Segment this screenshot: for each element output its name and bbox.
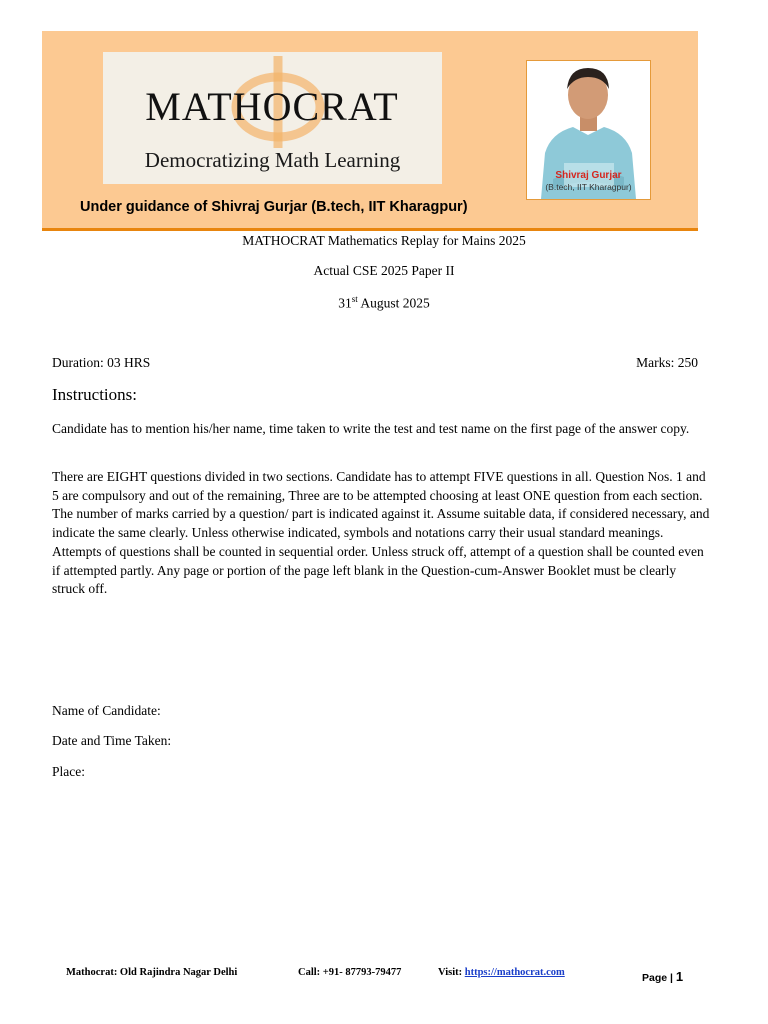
logo: [103, 52, 442, 184]
paper-name: Actual CSE 2025 Paper II: [313, 263, 455, 278]
footer-visit-label: Visit:: [438, 967, 465, 978]
banner-divider: [42, 228, 698, 231]
footer-website: [438, 967, 565, 978]
marks: Marks: 250: [636, 355, 698, 370]
date-rest: August 2025: [357, 295, 430, 311]
candidate-name-field: Name of Candidate:: [52, 703, 161, 718]
duration: Duration: 03 HRS: [52, 355, 151, 370]
place-field: Place:: [52, 764, 85, 779]
footer-address: Mathocrat: Old Rajindra Nagar Delhi: [66, 967, 238, 978]
document-title: MATHOCRAT Mathematics Replay for Mains 2025: [242, 233, 526, 248]
footer-phone: Call: +91- 87793-79477: [298, 967, 402, 978]
exam-date: [0, 294, 768, 312]
logo-wordmark: MATHOCRAT: [145, 84, 399, 129]
page-label: Page |: [642, 972, 676, 984]
instructions-paragraph-2: There are EIGHT questions divided in two sections. Candidate has to attempt FIVE questions in all. Question Nos. 1 and 5 are compulsory and out of the remaining, Three are to be attempted choosing at least ONE question from each section. The number of marks carried by a question/ part is indicated against it. Assume suitable data, if considered necessary, and indicate the same clearly. Unless otherwise indicated, symbols and notations carry their usual standard meanings. Attempts of questions shall be counted in sequential order. Unless struck off, attempt of a question shall be counted even if attempted partly. Any page or portion of the page left blank in the Question-cum-Answer Booklet must be clearly struck off.: [52, 469, 710, 597]
date-time-field: Date and Time Taken:: [52, 733, 172, 748]
guidance-text: Under guidance of Shivraj Gurjar (B.tech, IIT Kharagpur): [80, 199, 468, 215]
date-day: 31: [338, 295, 352, 311]
instructions-heading: Instructions:: [52, 385, 137, 404]
instructions-paragraph-1: Candidate has to mention his/her name, time taken to write the test and test name on the first page of the answer copy.: [52, 421, 690, 436]
page-number-value: 1: [675, 969, 684, 984]
header-banner: [42, 31, 698, 228]
date-suffix: st: [351, 294, 358, 304]
tagline: Democratizing Math Learning: [144, 148, 401, 172]
page-number: [642, 969, 683, 984]
instructor-photo: [526, 60, 651, 200]
instructor-credentials: (B.tech, IIT Kharagpur): [545, 182, 632, 192]
website-link[interactable]: https://mathocrat.com: [464, 967, 565, 978]
instructor-name: Shivraj Gurjar: [555, 170, 622, 181]
exam-meta: [52, 355, 698, 371]
